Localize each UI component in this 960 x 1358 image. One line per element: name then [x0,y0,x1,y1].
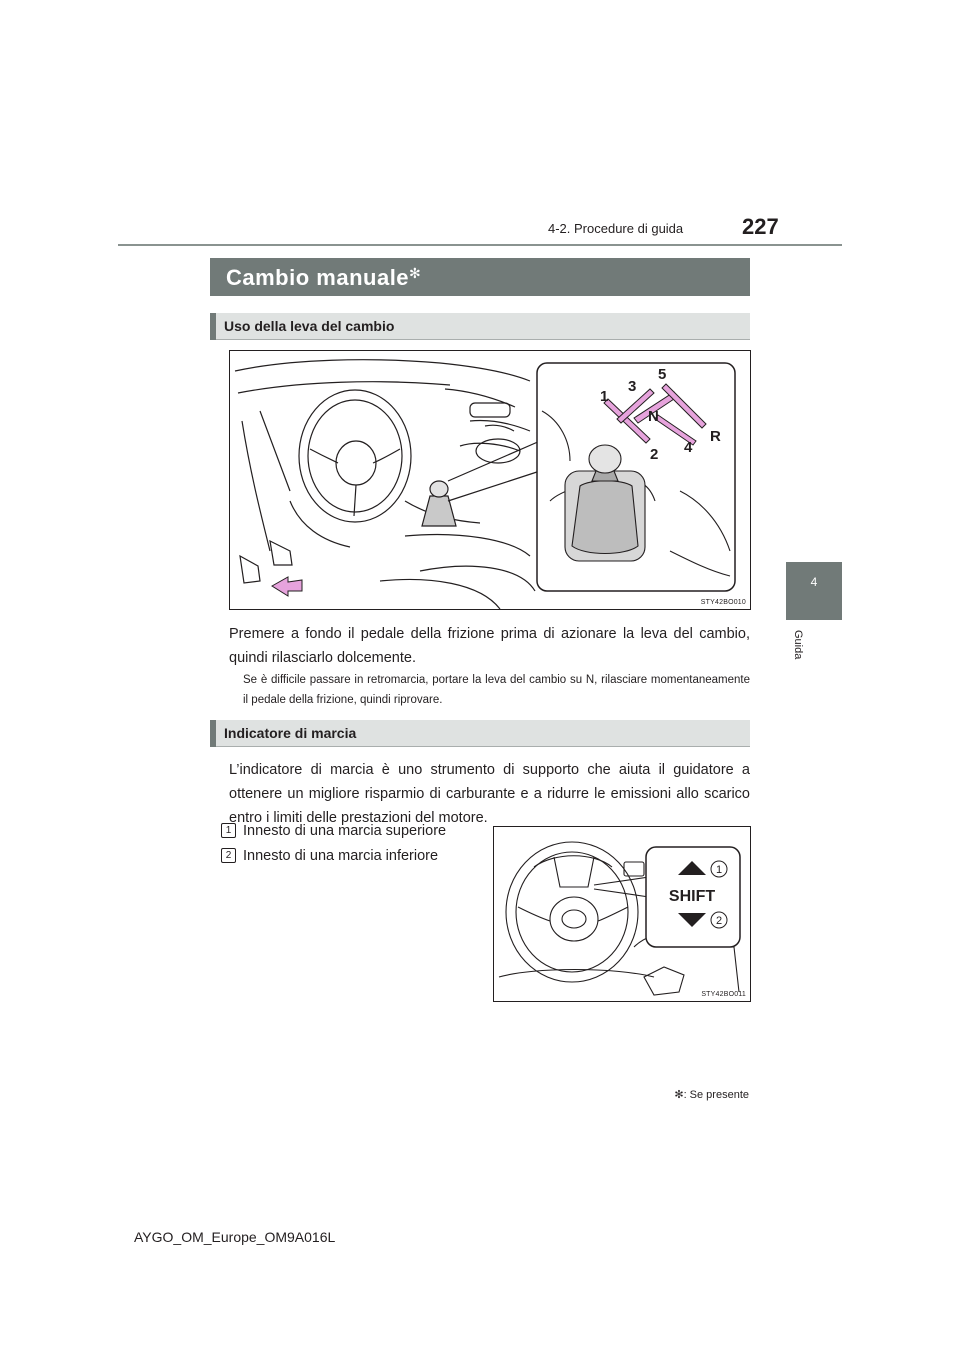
document-code: AYGO_OM_Europe_OM9A016L [134,1229,336,1245]
optional-star-icon: ✻ [409,265,422,281]
chapter-tab[interactable] [786,562,842,620]
figure-code: STY42BO011 [701,991,746,998]
callout-marker: 1 [221,823,236,838]
shift-label: SHIFT [668,888,716,905]
section-label: 4-2. Procedure di guida [548,221,684,236]
clutch-instruction: Premere a fondo il pedale della frizione prima di azionare la leva del cambio, quindi rilasciarlo dolcemente. [229,626,750,666]
cabin-illustration [230,351,750,609]
section-heading-label: Indicatore di marcia [224,725,357,741]
list-item-text: Innesto di una marcia superiore [243,823,447,839]
optional-star-icon: ✻ [674,1089,684,1101]
page-title-text: Cambio manuale [226,265,410,290]
gear-label-2: 2 [650,446,659,463]
page-title-bar [210,258,750,296]
callout-marker: 2 [221,848,236,863]
shift-indicator-figure [493,826,751,1002]
gear-label-5: 5 [658,366,667,383]
reverse-note: Se è difficile passare in retromarcia, portare la leva del cambio su N, rilasciare momentaneamente il pedale della frizione, quindi riprovare. [243,674,750,706]
footnote [578,1088,749,1101]
header-rule [118,244,842,246]
page-number: 227 [742,214,779,239]
chapter-name: Guida [792,630,804,660]
gear-label-3: 3 [628,378,637,395]
section-heading-label: Uso della leva del cambio [224,318,395,334]
list-item-text: Innesto di una marcia inferiore [243,848,439,864]
footnote-text: : Se presente [683,1089,749,1101]
gear-label-r: R [710,428,721,445]
heading-accent [210,720,216,747]
gear-label-1: 1 [600,388,609,405]
gear-lever-figure [229,350,751,610]
page-title [226,265,421,291]
section-heading-gear-lever [210,313,750,340]
section-heading-gear-indicator [210,720,750,747]
callout-marker: 2 [715,915,723,927]
gear-label-4: 4 [684,439,693,456]
heading-accent [210,313,216,340]
chapter-number: 4 [810,575,818,589]
callout-marker: 1 [715,864,723,876]
gear-indicator-description: L’indicatore di marcia è uno strumento di supporto che aiuta il guidatore a ottenere un migliore risparmio di carburante e a ridurre le emissioni allo scarico entro i limiti delle prestazioni del motore. [229,762,750,826]
figure-code: STY42BO010 [700,599,746,606]
dashboard-illustration [494,827,750,1001]
gear-label-n: N [648,408,659,425]
